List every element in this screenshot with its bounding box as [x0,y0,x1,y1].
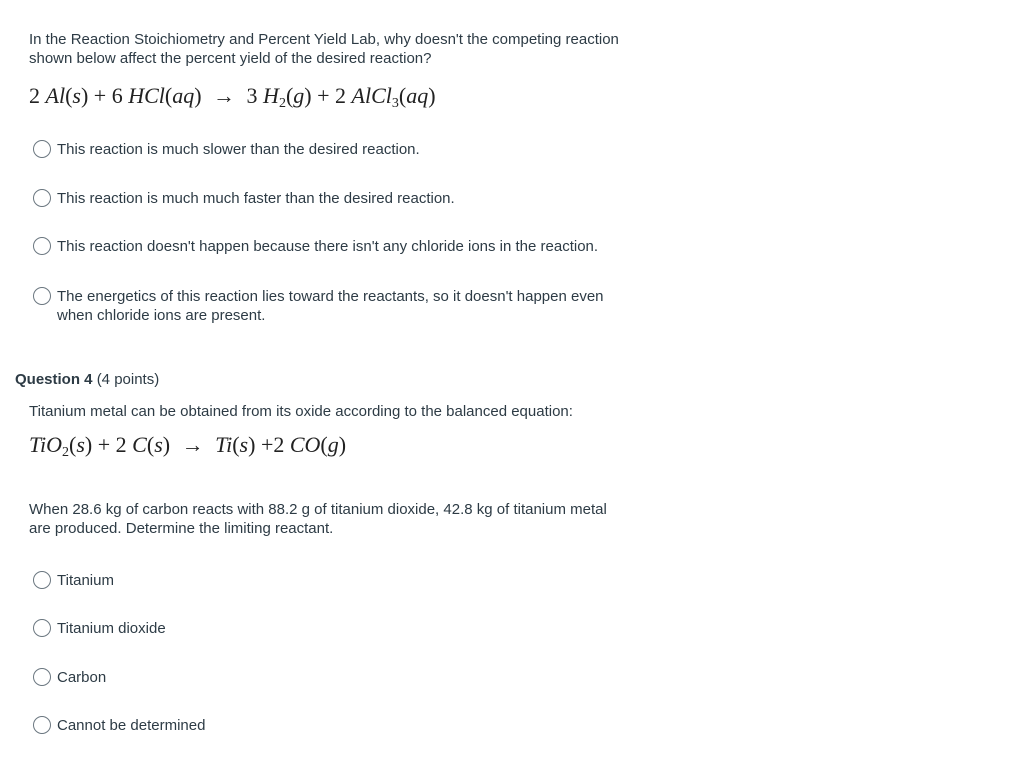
q4-option-4[interactable] [33,716,657,735]
radio-button[interactable] [33,716,51,734]
reaction-arrow-icon: → [213,83,236,108]
q3-prompt: In the Reaction Stoichiometry and Percent Yield Lab, why doesn't the competing reaction shown below affect the percent yield of the desired reaction? [29,31,619,67]
q3-option-2[interactable] [33,189,657,208]
q3-option-1[interactable] [33,140,657,159]
option-label: The energetics of this reaction lies toward the reactants, so it doesn't happen even when chloride ions are present. [57,288,604,324]
q3-equation: 2 Al(s) + 6 HCl(aq) → 3 $H_2(g) + 2$ AlCl$_3$(aq) [29,83,436,111]
reaction-arrow-icon: → [181,432,204,457]
radio-button[interactable] [33,571,51,589]
radio-button[interactable] [33,189,51,207]
option-label: Carbon [57,669,107,686]
radio-button[interactable] [33,668,51,686]
q4-equation: TiO$_2$(s) + 2 C(s) → Ti(s) +2 CO(g) [29,432,347,460]
option-label: Titanium dioxide [57,620,166,637]
q4-detail: When 28.6 kg of carbon reacts with 88.2 g of titanium dioxide, 42.8 kg of titanium metal are produced. Determine the limiting reactant. [29,501,607,537]
radio-button[interactable] [33,237,51,255]
option-label: This reaction doesn't happen because there isn't any chloride ions in the reaction. [57,238,599,255]
q3-option-4[interactable] [33,287,627,325]
option-label: Titanium [57,572,114,589]
q4-prompt: Titanium metal can be obtained from its oxide according to the balanced equation: [29,403,573,420]
radio-button[interactable] [33,140,51,158]
option-label: This reaction is much slower than the desired reaction. [57,141,420,158]
radio-button[interactable] [33,287,51,305]
q4-option-1[interactable] [33,571,657,590]
question-header [15,370,159,390]
q3-option-3[interactable] [33,237,657,256]
question-points: (4 points) [96,371,160,388]
q4-option-3[interactable] [33,668,657,687]
radio-button[interactable] [33,619,51,637]
question-number: Question 4 [15,371,93,388]
q4-option-2[interactable] [33,619,657,638]
option-label: Cannot be determined [57,717,206,734]
option-label: This reaction is much much faster than the desired reaction. [57,190,455,207]
